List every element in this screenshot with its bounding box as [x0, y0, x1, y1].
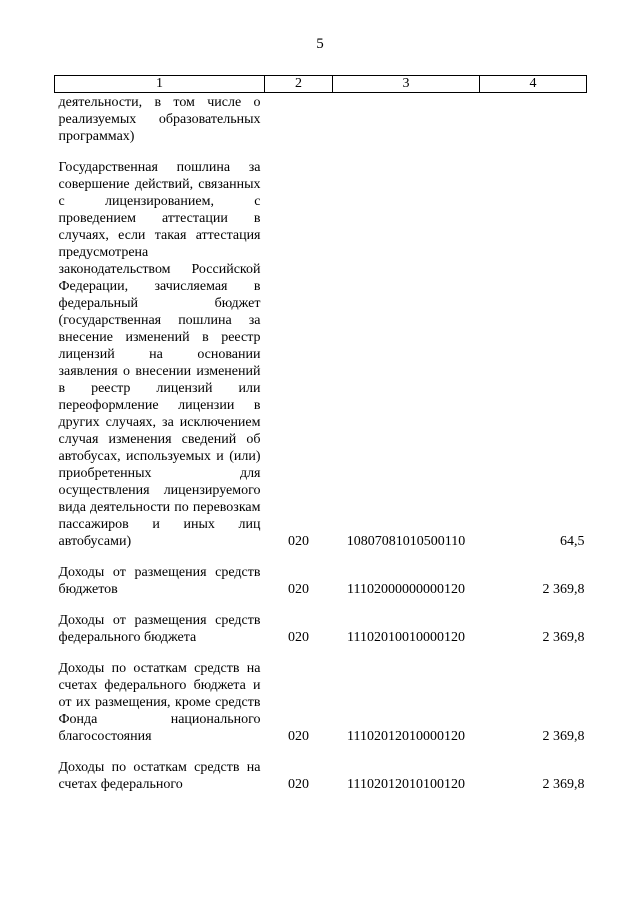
row-name: Доходы от размещения средств федерального бюджета [58, 613, 261, 645]
row-sum: 2 369,8 [542, 630, 585, 645]
row-name: деятельности, в том числе о реализуемых образовательных программах) [58, 95, 261, 144]
row-code: 020 [288, 729, 309, 744]
row-kbk: 11102000000000120 [347, 582, 465, 597]
row-name: Государственная пошлина за совершение действий, связанных с лицензированием, с проведением аттестации в случаях, если такая аттестация предусмотрена законодательством Российской Федерации, зачисляемая в федеральный бюджет (государственная пошлина за внесение изменений в реестр лицензий на основании заявления о внесении изменений в реестр лицензий или переоформление лицензии в других случаях, за исключением случая изменения сведений об автобусах, используемых и (или) приобретенных для осуществления лицензируемого вида деятельности по перевозкам пассажиров и иных лиц автобусами) [58, 160, 261, 549]
row-code [265, 93, 333, 146]
table-row [55, 745, 587, 793]
table-row [55, 646, 587, 745]
row-code: 020 [288, 534, 309, 549]
row-kbk [333, 93, 480, 146]
row-sum: 64,5 [560, 534, 585, 549]
header-col-2: 2 [265, 76, 333, 93]
row-kbk: 11102012010000120 [347, 729, 465, 744]
revenue-table [54, 75, 587, 793]
table-row [55, 93, 587, 146]
header-row [55, 76, 587, 93]
row-sum: 2 369,8 [542, 777, 585, 792]
row-name: Доходы от размещения средств бюджетов [58, 565, 261, 597]
table-row [55, 145, 587, 550]
row-code: 020 [288, 777, 309, 792]
page-number: 5 [316, 36, 324, 52]
row-kbk: 11102010010000120 [347, 630, 465, 645]
row-sum: 2 369,8 [542, 582, 585, 597]
table-header [55, 76, 587, 93]
header-col-3: 3 [333, 76, 480, 93]
row-code: 020 [288, 630, 309, 645]
table-row [55, 550, 587, 598]
row-sum [480, 93, 587, 146]
table-row [55, 598, 587, 646]
header-col-4: 4 [480, 76, 587, 93]
row-name: Доходы по остаткам средств на счетах федерального бюджета и от их размещения, кроме средств Фонда национального благосостояния [58, 661, 261, 744]
row-kbk: 11102012010100120 [347, 777, 465, 792]
row-name: Доходы по остаткам средств на счетах федерального [58, 760, 261, 792]
row-code: 020 [288, 582, 309, 597]
row-kbk: 10807081010500110 [346, 534, 466, 549]
row-sum: 2 369,8 [542, 729, 585, 744]
header-col-1: 1 [55, 76, 265, 93]
table-body [55, 93, 587, 794]
